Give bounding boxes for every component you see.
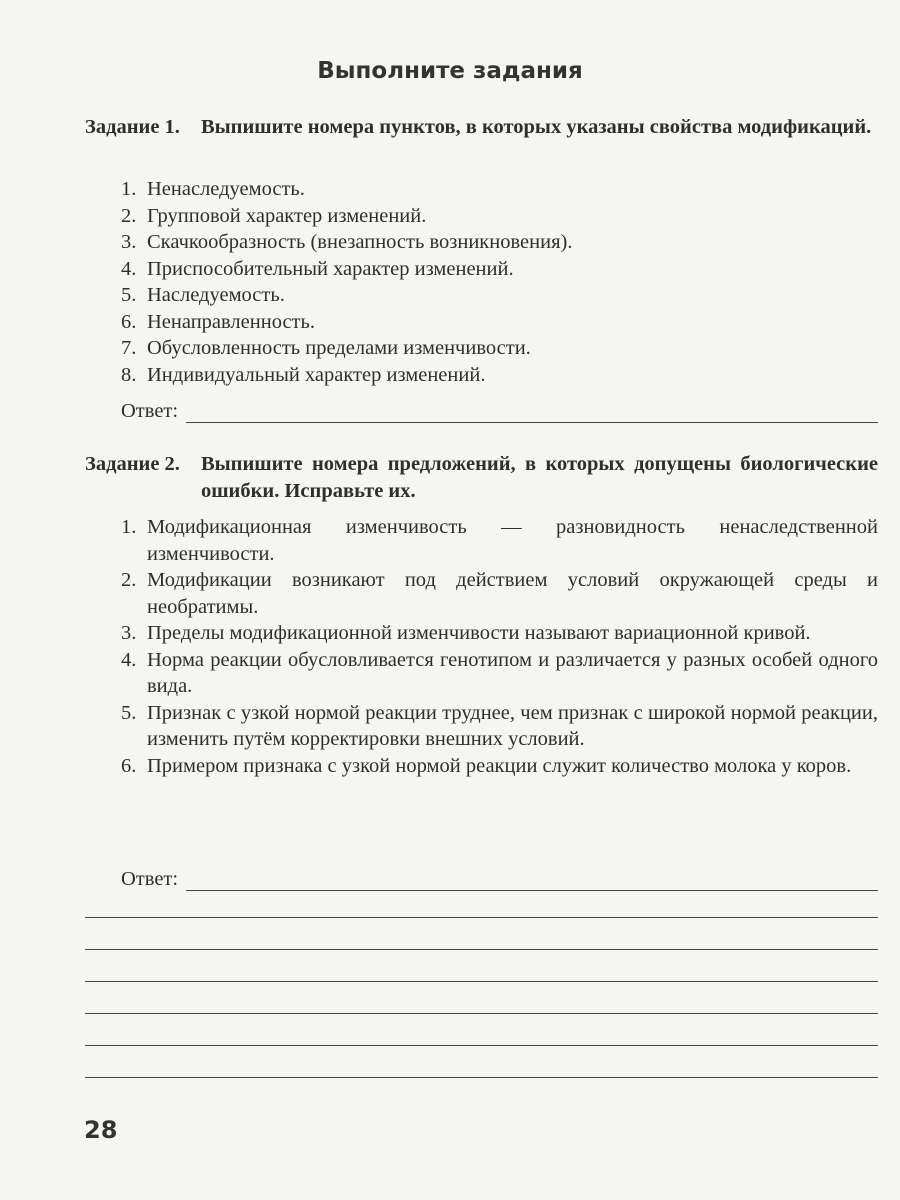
list-item bbox=[121, 567, 878, 620]
task-1-label: Задание 1. bbox=[85, 116, 180, 138]
task-1-list bbox=[121, 176, 878, 388]
task-2-answer bbox=[121, 868, 878, 891]
item-number: 2. bbox=[121, 204, 137, 227]
list-item bbox=[121, 700, 878, 753]
task-2-text: Выпишите номера предложений, в которых допущены биологические ошибки. Исправьте их. bbox=[201, 453, 878, 502]
item-text: Ненаследуемость. bbox=[147, 178, 305, 200]
list-item bbox=[121, 647, 878, 700]
item-number: 1. bbox=[121, 516, 137, 538]
item-number: 4. bbox=[121, 257, 137, 280]
item-number: 6. bbox=[121, 310, 137, 333]
item-number: 1. bbox=[121, 178, 137, 200]
item-number: 3. bbox=[121, 622, 137, 644]
item-text: Модификации возникают под действием условий окружающей среды и необратимы. bbox=[147, 569, 878, 618]
list-item bbox=[121, 203, 878, 230]
item-text: Норма реакции обусловливается генотипом и различается у разных особей одного вида. bbox=[147, 648, 878, 697]
answer-line[interactable] bbox=[85, 1013, 878, 1014]
item-text: Признак с узкой нормой реакции труднее, чем признак с широкой нормой реакции, изменить путём корректировки внешних условий. bbox=[147, 701, 878, 750]
item-number: 8. bbox=[121, 363, 137, 386]
answer-label: Ответ: bbox=[121, 868, 179, 890]
item-number: 3. bbox=[121, 231, 137, 253]
task-2-label: Задание 2. bbox=[85, 453, 180, 475]
list-item bbox=[121, 282, 878, 309]
item-text: Ненаправленность. bbox=[147, 310, 315, 333]
list-item bbox=[121, 753, 878, 780]
list-item bbox=[121, 362, 878, 389]
list-item bbox=[121, 620, 878, 647]
task-1-text: Выпишите номера пунктов, в которых указаны свойства модификаций. bbox=[201, 116, 872, 138]
answer-line[interactable] bbox=[85, 1077, 878, 1078]
item-number: 7. bbox=[121, 337, 137, 359]
item-number: 4. bbox=[121, 648, 137, 671]
list-item bbox=[121, 335, 878, 362]
answer-line[interactable] bbox=[85, 981, 878, 982]
item-number: 5. bbox=[121, 701, 137, 724]
item-number: 2. bbox=[121, 569, 137, 591]
task-2-list bbox=[121, 514, 878, 779]
item-number: 6. bbox=[121, 754, 137, 777]
item-text: Приспособительный характер изменений. bbox=[147, 257, 514, 280]
list-item bbox=[121, 229, 878, 256]
task-1-answer bbox=[121, 400, 878, 423]
list-item bbox=[121, 176, 878, 203]
answer-line[interactable] bbox=[186, 872, 878, 891]
item-text: Индивидуальный характер изменений. bbox=[147, 363, 486, 386]
page-number: 28 bbox=[84, 1116, 118, 1144]
item-text: Групповой характер изменений. bbox=[147, 204, 427, 227]
list-item bbox=[121, 256, 878, 283]
task-1-heading bbox=[85, 114, 878, 141]
page-title: Выполните задания bbox=[317, 58, 583, 84]
answer-line[interactable] bbox=[85, 917, 878, 918]
item-text: Скачкообразность (внезапность возникновения). bbox=[147, 231, 573, 253]
answer-line[interactable] bbox=[85, 1045, 878, 1046]
task-2-heading bbox=[85, 451, 878, 505]
list-item bbox=[121, 514, 878, 567]
item-number: 5. bbox=[121, 284, 137, 306]
list-item bbox=[121, 309, 878, 336]
item-text: Примером признака с узкой нормой реакции служит количество молока у коров. bbox=[147, 754, 852, 777]
item-text: Пределы модификационной изменчивости называют вариационной кривой. bbox=[147, 622, 811, 644]
answer-line[interactable] bbox=[85, 949, 878, 950]
answer-line[interactable] bbox=[186, 404, 878, 423]
item-text: Обусловленность пределами изменчивости. bbox=[147, 337, 531, 359]
item-text: Модификационная изменчивость — разновидность ненаследственной изменчивости. bbox=[147, 516, 878, 565]
answer-label: Ответ: bbox=[121, 400, 179, 422]
item-text: Наследуемость. bbox=[147, 284, 285, 306]
